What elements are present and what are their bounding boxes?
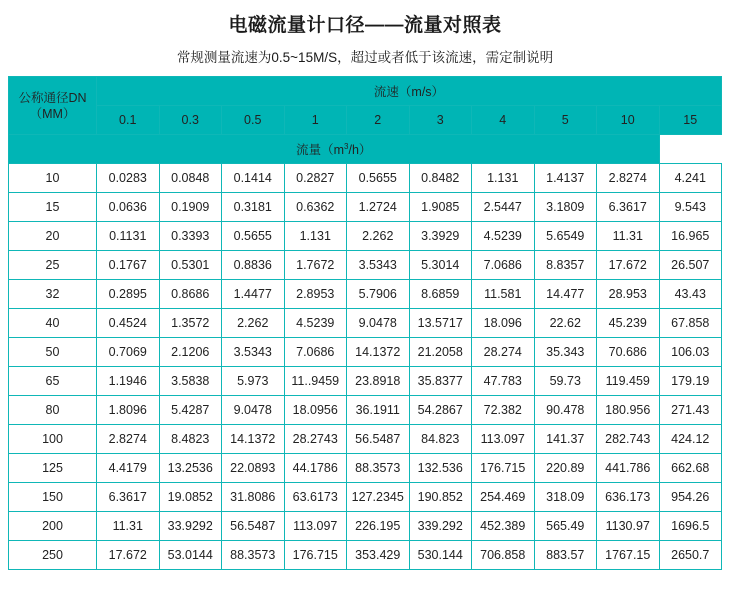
cell-flow: 5.7906 [347, 280, 410, 309]
cell-flow: 56.5487 [347, 425, 410, 454]
cell-dn: 25 [9, 251, 97, 280]
cell-flow: 9.543 [659, 193, 722, 222]
cell-flow: 11..9459 [284, 367, 347, 396]
cell-flow: 220.89 [534, 454, 597, 483]
cell-flow: 2.262 [222, 309, 285, 338]
cell-dn: 80 [9, 396, 97, 425]
table-row [9, 396, 722, 425]
velocity-col-5: 3 [409, 106, 472, 135]
cell-flow: 0.1767 [97, 251, 160, 280]
cell-flow: 0.0636 [97, 193, 160, 222]
cell-flow: 132.536 [409, 454, 472, 483]
cell-flow: 0.7069 [97, 338, 160, 367]
cell-flow: 1696.5 [659, 512, 722, 541]
velocity-col-6: 4 [472, 106, 535, 135]
cell-flow: 13.5717 [409, 309, 472, 338]
cell-flow: 14.477 [534, 280, 597, 309]
cell-flow: 127.2345 [347, 483, 410, 512]
cell-flow: 190.852 [409, 483, 472, 512]
cell-flow: 318.09 [534, 483, 597, 512]
flow-header-prefix: 流量（m [296, 143, 345, 157]
cell-flow: 5.4287 [159, 396, 222, 425]
cell-flow: 4.5239 [284, 309, 347, 338]
cell-flow: 113.097 [284, 512, 347, 541]
cell-dn: 50 [9, 338, 97, 367]
cell-flow: 0.4524 [97, 309, 160, 338]
cell-flow: 9.0478 [347, 309, 410, 338]
cell-flow: 2.8953 [284, 280, 347, 309]
cell-flow: 0.1414 [222, 164, 285, 193]
cell-flow: 4.241 [659, 164, 722, 193]
cell-flow: 1.3572 [159, 309, 222, 338]
page-container [0, 10, 730, 570]
cell-flow: 1130.97 [597, 512, 660, 541]
cell-flow: 0.0848 [159, 164, 222, 193]
cell-flow: 3.5343 [347, 251, 410, 280]
velocity-col-9: 15 [659, 106, 722, 135]
cell-flow: 11.31 [597, 222, 660, 251]
cell-flow: 19.0852 [159, 483, 222, 512]
cell-flow: 2.5447 [472, 193, 535, 222]
cell-flow: 23.8918 [347, 367, 410, 396]
cell-flow: 3.5343 [222, 338, 285, 367]
cell-flow: 0.8836 [222, 251, 285, 280]
table-row [9, 222, 722, 251]
cell-flow: 441.786 [597, 454, 660, 483]
cell-flow: 706.858 [472, 541, 535, 570]
cell-dn: 250 [9, 541, 97, 570]
cell-flow: 4.4179 [97, 454, 160, 483]
cell-dn: 20 [9, 222, 97, 251]
table-row [9, 251, 722, 280]
page-subtitle: 常规测量流速为0.5~15M/S，超过或者低于该流速，需定制说明 [176, 50, 554, 65]
cell-flow: 179.19 [659, 367, 722, 396]
cell-flow: 883.57 [534, 541, 597, 570]
cell-flow: 0.5301 [159, 251, 222, 280]
cell-flow: 18.096 [472, 309, 535, 338]
cell-flow: 53.0144 [159, 541, 222, 570]
cell-flow: 21.2058 [409, 338, 472, 367]
cell-flow: 2650.7 [659, 541, 722, 570]
flow-header-sup: 3 [344, 141, 349, 151]
table-row [9, 338, 722, 367]
cell-flow: 5.3014 [409, 251, 472, 280]
table-row [9, 164, 722, 193]
cell-flow: 47.783 [472, 367, 535, 396]
cell-flow: 2.8274 [597, 164, 660, 193]
cell-flow: 565.49 [534, 512, 597, 541]
cell-flow: 70.686 [597, 338, 660, 367]
cell-flow: 176.715 [284, 541, 347, 570]
page-title: 电磁流量计口径——流量对照表 [228, 15, 502, 36]
cell-flow: 2.1206 [159, 338, 222, 367]
cell-flow: 0.3181 [222, 193, 285, 222]
cell-flow: 954.26 [659, 483, 722, 512]
velocity-col-2: 0.5 [222, 106, 285, 135]
velocity-header-cell: 流速（m/s） [97, 77, 722, 106]
cell-flow: 90.478 [534, 396, 597, 425]
table-header-row-2 [9, 106, 722, 135]
table-row [9, 483, 722, 512]
cell-flow: 424.12 [659, 425, 722, 454]
cell-flow: 0.8686 [159, 280, 222, 309]
cell-flow: 452.389 [472, 512, 535, 541]
cell-flow: 22.0893 [222, 454, 285, 483]
cell-flow: 44.1786 [284, 454, 347, 483]
table-header-row-1 [9, 77, 722, 106]
cell-flow: 226.195 [347, 512, 410, 541]
cell-dn: 32 [9, 280, 97, 309]
cell-flow: 0.2895 [97, 280, 160, 309]
cell-flow: 1.9085 [409, 193, 472, 222]
cell-flow: 88.3573 [347, 454, 410, 483]
cell-flow: 28.274 [472, 338, 535, 367]
cell-flow: 636.173 [597, 483, 660, 512]
cell-flow: 45.239 [597, 309, 660, 338]
cell-flow: 0.5655 [222, 222, 285, 251]
cell-flow: 0.0283 [97, 164, 160, 193]
cell-flow: 6.3617 [97, 483, 160, 512]
table-row [9, 193, 722, 222]
cell-flow: 84.823 [409, 425, 472, 454]
cell-flow: 1.4477 [222, 280, 285, 309]
cell-dn: 200 [9, 512, 97, 541]
cell-flow: 26.507 [659, 251, 722, 280]
cell-flow: 0.1131 [97, 222, 160, 251]
cell-flow: 3.1809 [534, 193, 597, 222]
cell-flow: 28.953 [597, 280, 660, 309]
flow-header-suffix: /h） [348, 143, 372, 157]
cell-dn: 150 [9, 483, 97, 512]
cell-flow: 3.3929 [409, 222, 472, 251]
cell-flow: 353.429 [347, 541, 410, 570]
cell-flow: 282.743 [597, 425, 660, 454]
table-header-row-3 [9, 135, 722, 164]
velocity-col-3: 1 [284, 106, 347, 135]
cell-flow: 14.1372 [222, 425, 285, 454]
cell-flow: 2.8274 [97, 425, 160, 454]
cell-flow: 1.2724 [347, 193, 410, 222]
cell-flow: 63.6173 [284, 483, 347, 512]
cell-flow: 5.6549 [534, 222, 597, 251]
cell-flow: 1.7672 [284, 251, 347, 280]
velocity-col-8: 10 [597, 106, 660, 135]
cell-flow: 36.1911 [347, 396, 410, 425]
cell-dn: 10 [9, 164, 97, 193]
cell-flow: 1.131 [284, 222, 347, 251]
table-row [9, 454, 722, 483]
cell-flow: 9.0478 [222, 396, 285, 425]
cell-flow: 11.31 [97, 512, 160, 541]
table-row [9, 512, 722, 541]
cell-flow: 4.5239 [472, 222, 535, 251]
cell-flow: 0.3393 [159, 222, 222, 251]
cell-flow: 1.8096 [97, 396, 160, 425]
cell-flow: 5.973 [222, 367, 285, 396]
table-row [9, 541, 722, 570]
cell-flow: 0.6362 [284, 193, 347, 222]
cell-flow: 0.8482 [409, 164, 472, 193]
table-body [9, 164, 722, 570]
table-row [9, 309, 722, 338]
cell-flow: 113.097 [472, 425, 535, 454]
dn-header-line1: 公称通径DN [18, 90, 87, 105]
cell-flow: 16.965 [659, 222, 722, 251]
cell-flow: 11.581 [472, 280, 535, 309]
cell-flow: 141.37 [534, 425, 597, 454]
velocity-col-7: 5 [534, 106, 597, 135]
cell-flow: 33.9292 [159, 512, 222, 541]
cell-dn: 65 [9, 367, 97, 396]
cell-flow: 43.43 [659, 280, 722, 309]
cell-flow: 54.2867 [409, 396, 472, 425]
cell-flow: 17.672 [97, 541, 160, 570]
cell-flow: 6.3617 [597, 193, 660, 222]
cell-flow: 72.382 [472, 396, 535, 425]
cell-flow: 271.43 [659, 396, 722, 425]
dn-header-cell [9, 77, 97, 135]
table-header [9, 77, 722, 164]
cell-flow: 8.8357 [534, 251, 597, 280]
velocity-col-0: 0.1 [97, 106, 160, 135]
cell-flow: 35.343 [534, 338, 597, 367]
cell-flow: 28.2743 [284, 425, 347, 454]
cell-flow: 22.62 [534, 309, 597, 338]
cell-flow: 88.3573 [222, 541, 285, 570]
cell-flow: 180.956 [597, 396, 660, 425]
cell-flow: 35.8377 [409, 367, 472, 396]
cell-flow: 254.469 [472, 483, 535, 512]
cell-flow: 1.4137 [534, 164, 597, 193]
cell-flow: 2.262 [347, 222, 410, 251]
cell-flow: 1.131 [472, 164, 535, 193]
cell-dn: 100 [9, 425, 97, 454]
cell-flow: 339.292 [409, 512, 472, 541]
cell-flow: 1.1946 [97, 367, 160, 396]
cell-flow: 59.73 [534, 367, 597, 396]
cell-flow: 18.0956 [284, 396, 347, 425]
cell-dn: 40 [9, 309, 97, 338]
cell-flow: 106.03 [659, 338, 722, 367]
cell-flow: 14.1372 [347, 338, 410, 367]
cell-flow: 56.5487 [222, 512, 285, 541]
cell-flow: 67.858 [659, 309, 722, 338]
table-row [9, 367, 722, 396]
cell-dn: 15 [9, 193, 97, 222]
velocity-col-1: 0.3 [159, 106, 222, 135]
flow-header-cell [9, 135, 660, 164]
cell-flow: 7.0686 [472, 251, 535, 280]
cell-flow: 0.1909 [159, 193, 222, 222]
dn-header-line2: （MM） [29, 106, 76, 121]
table-row [9, 280, 722, 309]
cell-flow: 176.715 [472, 454, 535, 483]
cell-flow: 0.2827 [284, 164, 347, 193]
cell-dn: 125 [9, 454, 97, 483]
cell-flow: 7.0686 [284, 338, 347, 367]
flow-comparison-table [8, 76, 722, 570]
cell-flow: 662.68 [659, 454, 722, 483]
velocity-col-4: 2 [347, 106, 410, 135]
cell-flow: 17.672 [597, 251, 660, 280]
cell-flow: 1767.15 [597, 541, 660, 570]
cell-flow: 530.144 [409, 541, 472, 570]
cell-flow: 31.8086 [222, 483, 285, 512]
table-row [9, 425, 722, 454]
cell-flow: 13.2536 [159, 454, 222, 483]
cell-flow: 0.5655 [347, 164, 410, 193]
cell-flow: 8.6859 [409, 280, 472, 309]
cell-flow: 119.459 [597, 367, 660, 396]
cell-flow: 8.4823 [159, 425, 222, 454]
cell-flow: 3.5838 [159, 367, 222, 396]
